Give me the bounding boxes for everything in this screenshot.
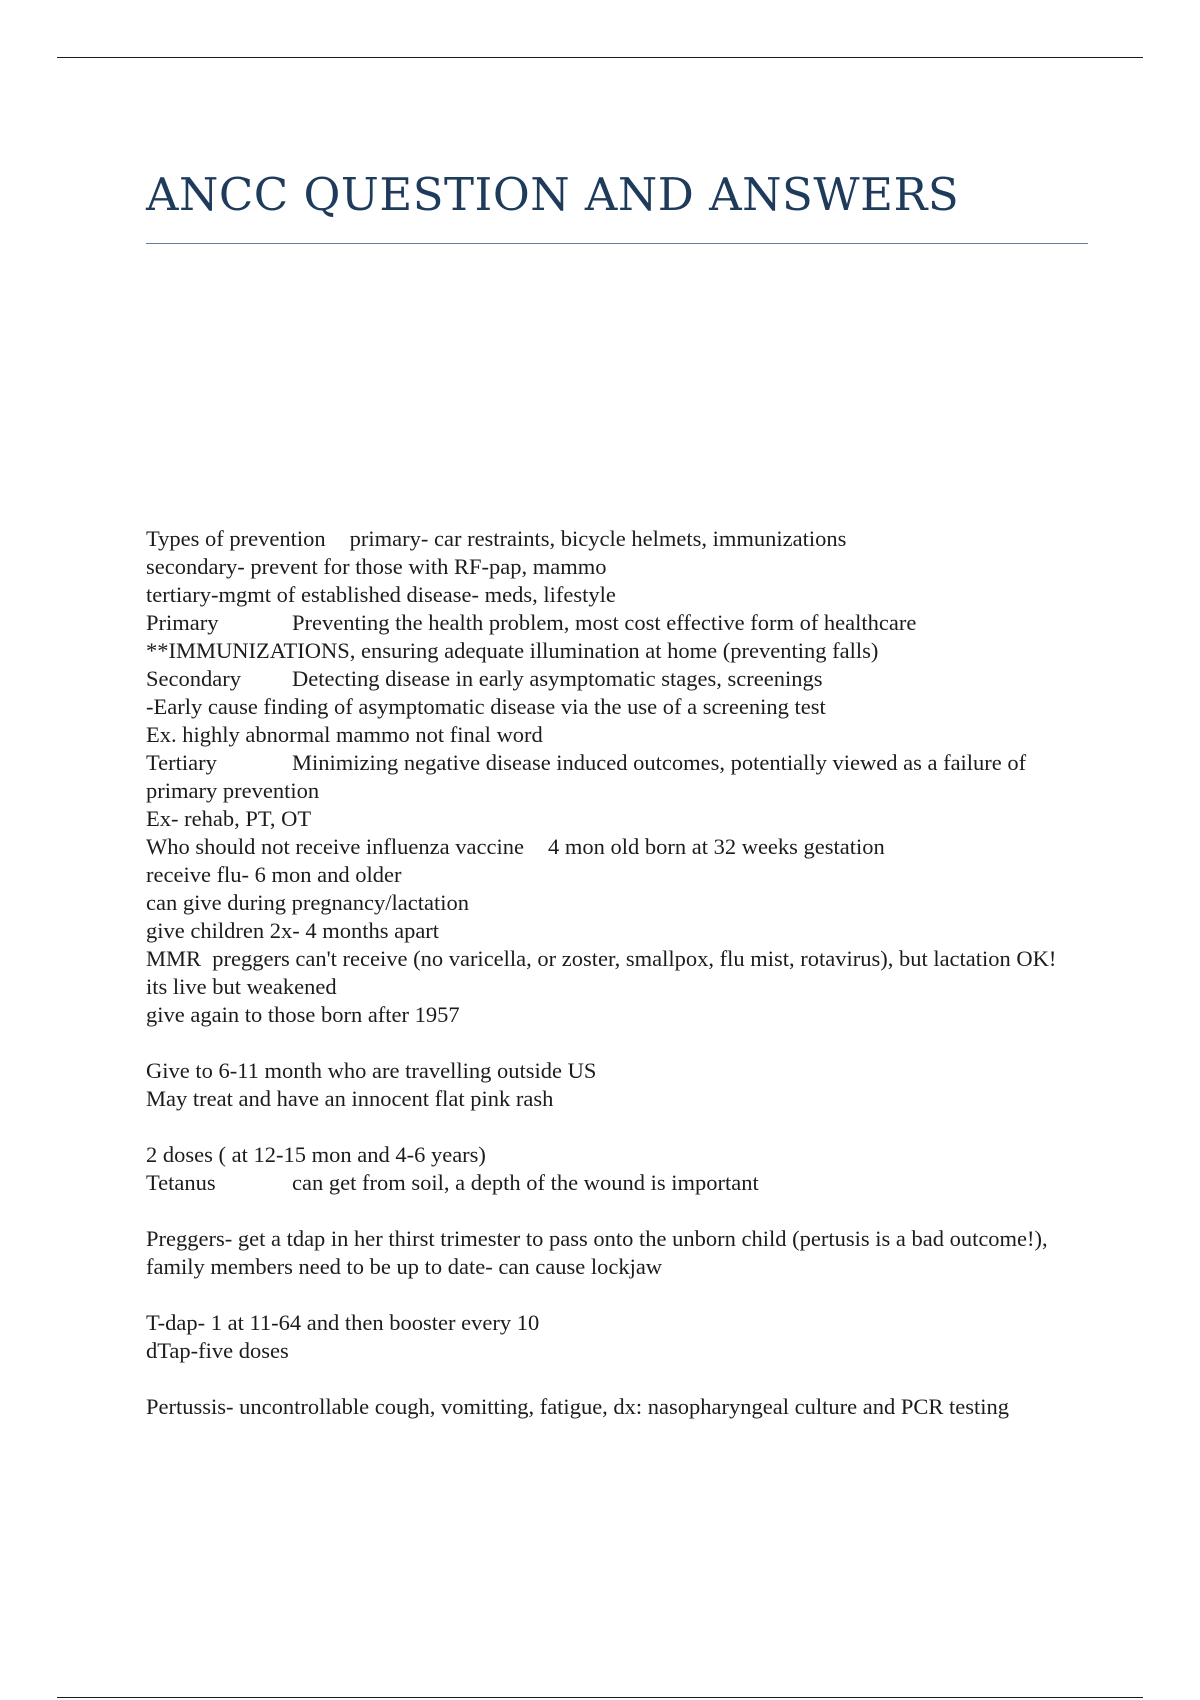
text-line: give children 2x- 4 months apart: [146, 918, 440, 943]
text-line: receive flu- 6 mon and older: [146, 862, 402, 887]
definition: 4 mon old born at 32 weeks gestation: [547, 834, 885, 859]
text-line: Give to 6-11 month who are travelling outside US: [146, 1058, 597, 1083]
title-underline: [146, 243, 1088, 244]
definition: primary- car restraints, bicycle helmets, immunizations: [349, 526, 847, 551]
blank-line: [146, 1365, 1086, 1393]
term: Types of prevention: [146, 526, 326, 551]
text-line: **IMMUNIZATIONS, ensuring adequate illumination at home (preventing falls): [146, 638, 879, 663]
text-line: [146, 525, 1086, 553]
text-line: Preggers- get a tdap in her thirst trimester to pass onto the unborn child (pertusis is a bad outcome!), family members need to be up to date- can cause lockjaw: [146, 1226, 1048, 1279]
term: Primary: [146, 610, 219, 635]
text-line: secondary- prevent for those with RF-pap, mammo: [146, 554, 607, 579]
text-line: [146, 665, 1086, 693]
definition: Minimizing negative disease induced outcomes, potentially viewed as a failure of primary prevention: [146, 750, 1027, 803]
text-line: [146, 609, 1086, 637]
text-line: [146, 945, 1086, 973]
term: Tertiary: [146, 750, 217, 775]
text-line: May treat and have an innocent flat pink rash: [146, 1086, 554, 1111]
text-line: Ex- rehab, PT, OT: [146, 806, 312, 831]
blank-line: [146, 1197, 1086, 1225]
text-line: -Early cause finding of asymptomatic disease via the use of a screening test: [146, 694, 826, 719]
blank-line: [146, 1113, 1086, 1141]
term: MMR: [146, 946, 202, 971]
text-line: Ex. highly abnormal mammo not final word: [146, 722, 543, 747]
definition: can get from soil, a depth of the wound is important: [292, 1170, 759, 1195]
text-line: Pertussis- uncontrollable cough, vomitting, fatigue, dx: nasopharyngeal culture and PCR testing: [146, 1394, 1009, 1419]
text-line: [146, 749, 1086, 805]
header-rule: [57, 57, 1143, 58]
footer-rule: [57, 1697, 1143, 1698]
text-line: dTap-five doses: [146, 1338, 289, 1363]
definition: Detecting disease in early asymptomatic stages, screenings: [292, 666, 823, 691]
definition: preggers can't receive (no varicella, or zoster, smallpox, flu mist, rotavirus), but lactation OK!: [212, 946, 1057, 971]
term: Who should not receive influenza vaccine: [146, 834, 524, 859]
text-line: T-dap- 1 at 11-64 and then booster every 10: [146, 1310, 540, 1335]
blank-line: [146, 1281, 1086, 1309]
blank-line: [146, 1029, 1086, 1057]
text-line: its live but weakened: [146, 974, 337, 999]
definition: Preventing the health problem, most cost effective form of healthcare: [292, 610, 917, 635]
term: Secondary: [146, 666, 241, 691]
term: Tetanus: [146, 1170, 216, 1195]
text-line: give again to those born after 1957: [146, 1002, 460, 1027]
document-body: [146, 525, 1086, 1421]
text-line: 2 doses ( at 12-15 mon and 4-6 years): [146, 1142, 486, 1167]
text-line: [146, 1169, 1086, 1197]
text-line: [146, 833, 1086, 861]
text-line: tertiary-mgmt of established disease- meds, lifestyle: [146, 582, 616, 607]
document-title: ANCC QUESTION AND ANSWERS: [146, 168, 960, 221]
text-line: can give during pregnancy/lactation: [146, 890, 469, 915]
